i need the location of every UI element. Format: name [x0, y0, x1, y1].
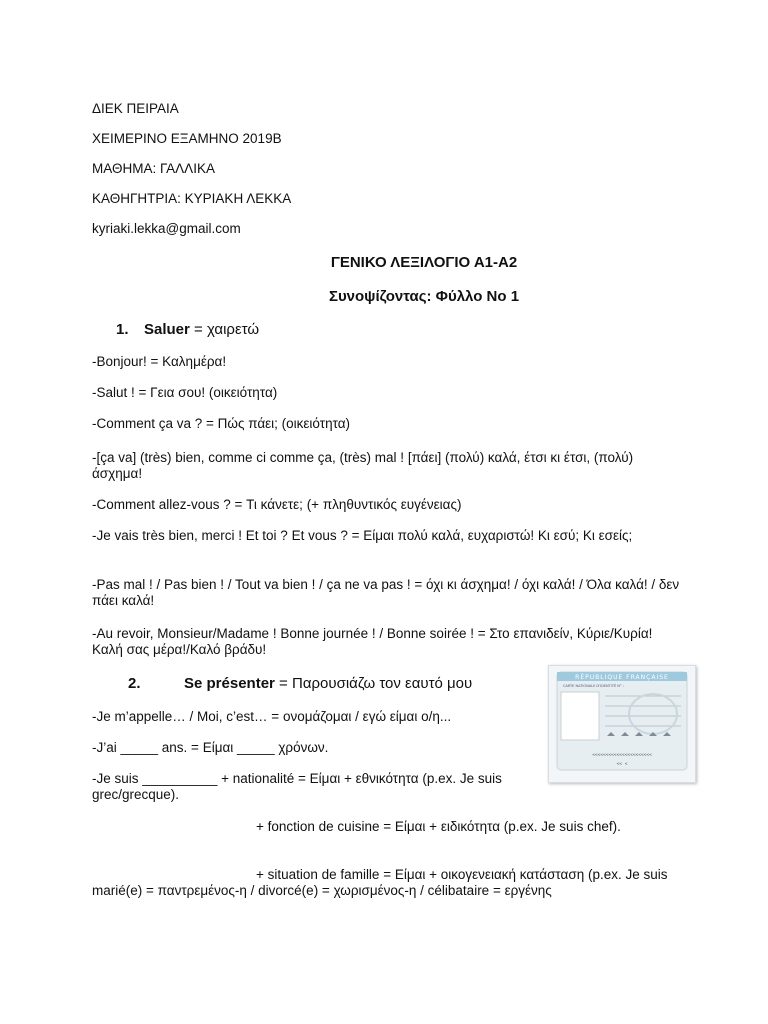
- page-title: ΓΕΝΙΚΟ ΛΕΞΙΛΟΓΙΟ Α1-Α2: [330, 254, 518, 271]
- list-item: -Bonjour! = Καλημέρα!: [92, 354, 227, 369]
- card-mrz: <<<<<<<<<<<<<<<<<<<<<<: [592, 753, 652, 758]
- school-name: ΔΙΕΚ ΠΕΙΡΑΙΑ: [92, 101, 179, 116]
- list-item: -Comment ça va ? = Πώς πάει; (οικειότητα): [92, 416, 351, 431]
- section-2-number: 2.: [128, 675, 141, 692]
- list-item: + fonction de cuisine = Είμαι + ειδικότητα (p.ex. Je suis chef).: [256, 819, 621, 834]
- id-card-image: [548, 665, 696, 783]
- section-1-heading: [116, 321, 259, 338]
- list-item: -Au revoir, Monsieur/Madame ! Bonne journée ! / Bonne soirée ! = Στο επανιδείν, Κύριε/Κυρία! Καλή σας μέρα!/Καλό βράδυ!: [92, 626, 653, 657]
- list-item: -Comment allez-vous ? = Τι κάνετε; (+ πληθυντικός ευγένειας): [92, 497, 462, 512]
- section-2-heading: [128, 675, 472, 692]
- list-item: -Pas mal ! / Pas bien ! / Tout va bien ! / ça ne va pas ! = όχι κι άσχημα! / όχι καλά! / Όλα καλά! / δεν πάει καλά!: [92, 577, 680, 608]
- card-header: RÉPUBLIQUE FRANÇAISE: [575, 674, 669, 681]
- list-item: -Salut ! = Γεια σου! (οικειότητα): [92, 385, 278, 400]
- section-2-french: Se présenter: [184, 675, 275, 692]
- teacher: ΚΑΘΗΓΗΤΡΙΑ: ΚΥΡΙΑΚΗ ΛΕΚΚΑ: [92, 191, 292, 206]
- list-item: -J’ai _____ ans. = Είμαι _____ χρόνων.: [92, 740, 329, 755]
- list-item: -Je m’appelle… / Moi, c’est… = ονομάζομαι / εγώ είμαι ο/η...: [92, 709, 452, 724]
- page-subtitle: Συνοψίζοντας: Φύλλο Νο 1: [328, 288, 520, 305]
- list-item: -[ça va] (très) bien, comme ci comme ça, (très) mal ! [πάει] (πολύ) καλά, έτσι κι έτσι, (πολύ) άσχημα!: [92, 450, 634, 481]
- card-mrz-2: << <: [616, 762, 628, 767]
- semester: ΧΕΙΜΕΡΙΝΟ ΕΞΑΜΗΝΟ 2019Β: [92, 131, 282, 146]
- card-subheader: CARTE NATIONALE D'IDENTITÉ N° :: [563, 684, 624, 688]
- list-item: + situation de famille = Είμαι + οικογενειακή κατάσταση (p.ex. Je suis marié(e) = παντρεμένος-η / divorcé(e) = χωρισμένος-η / célibataire = εργένης: [92, 867, 668, 898]
- section-2-rest: = Παρουσιάζω τον εαυτό μου: [274, 675, 473, 692]
- subject: ΜΑΘΗΜΑ: ΓΑΛΛΙΚΑ: [92, 161, 215, 176]
- section-1-rest: = χαιρετώ: [189, 321, 260, 338]
- section-1-number: 1.: [116, 321, 129, 338]
- list-item: -Je suis __________ + nationalité = Είμαι + εθνικότητα (p.ex. Je suis grec/grecque).: [92, 771, 502, 802]
- list-item: -Je vais très bien, merci ! Et toi ? Et vous ? = Είμαι πολύ καλά, ευχαριστώ! Κι εσύ; Κι εσείς;: [92, 528, 633, 543]
- teacher-email: kyriaki.lekka@gmail.com: [92, 221, 241, 236]
- section-1-french: Saluer: [144, 321, 190, 338]
